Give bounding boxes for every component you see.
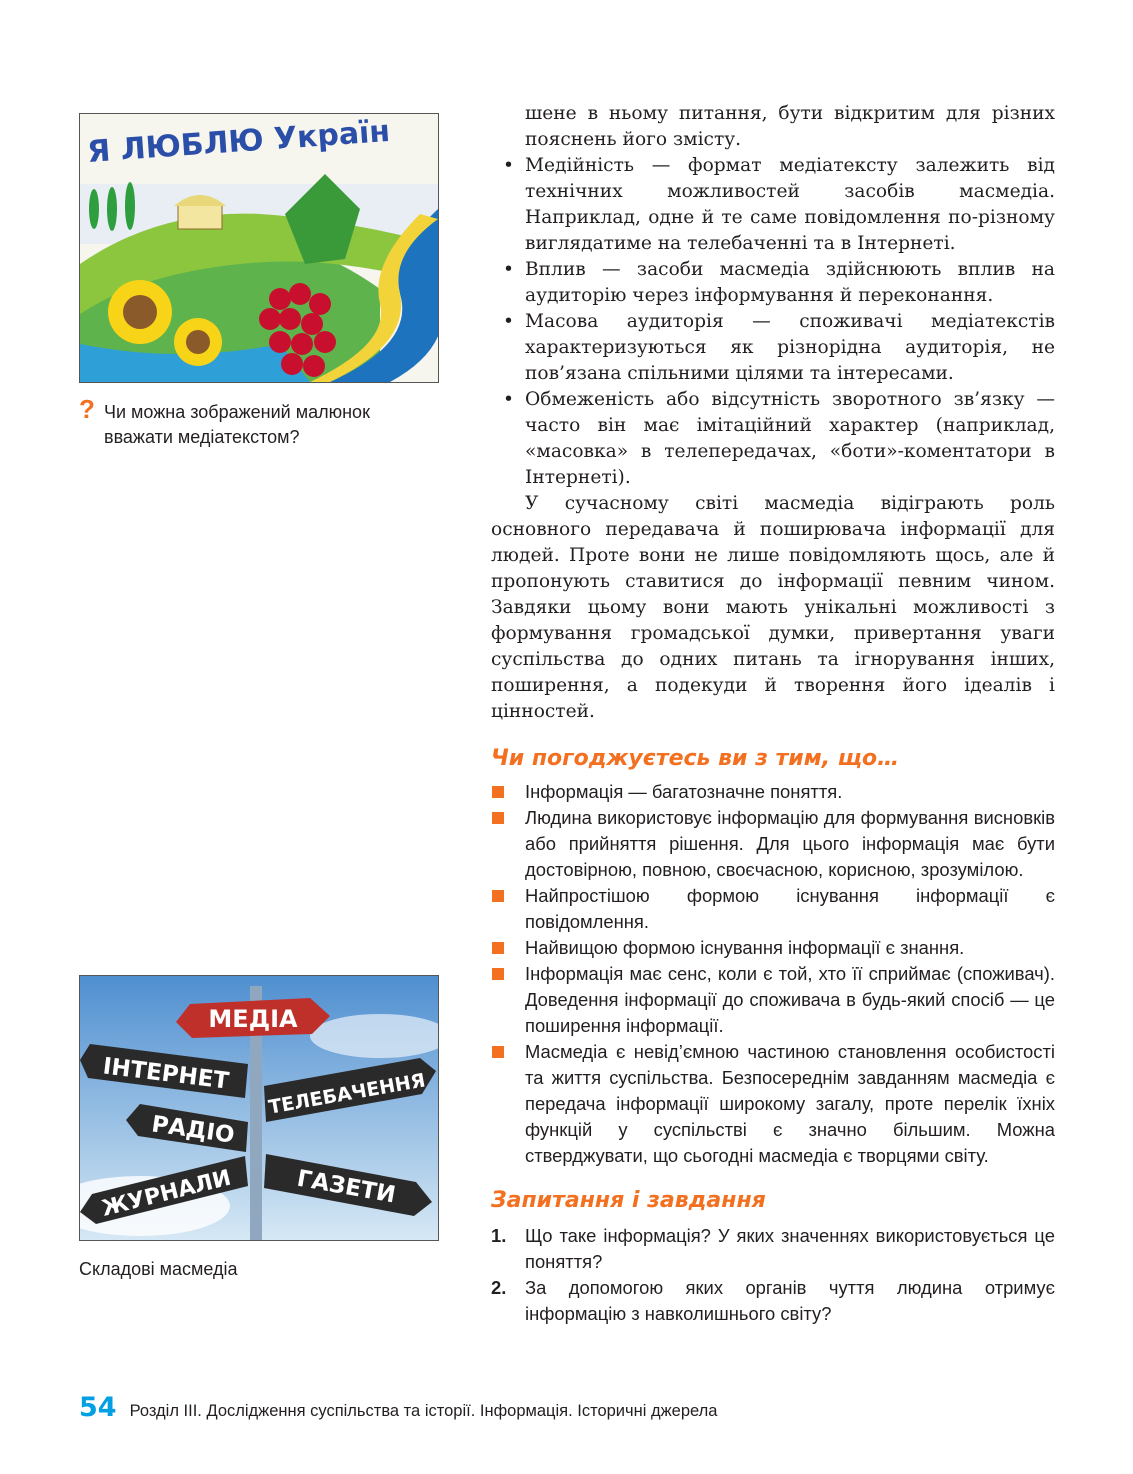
body-paragraph: У сучасному світі масмедіа відіграють роль основного передавача й поширювача інформації для людей. Проте вони не лише повідомляють щось, але й пропонують ставитися до інформації певним чином. Завдяки цьому вони мають унікальні можливості з формування громадської думки, привертання уваги суспільства до одних питань та ігнорування інших, поширення, а подекуди й творення його ідеалів і цінностей. xyxy=(491,493,1055,722)
continued-paragraph: шене в ньому питання, бути відкритим для різних пояснень його змісту. xyxy=(525,103,1055,150)
page-number: 54 xyxy=(79,1392,117,1423)
signpost-figure xyxy=(79,975,439,1241)
bullet-dot-icon: • xyxy=(503,259,514,280)
figure1-caption-text: Чи можна зображений малюнок вважати медіатекстом? xyxy=(104,402,370,447)
drawing-figure xyxy=(79,113,439,383)
bullet-item: • Вплив — засоби масмедіа здійснюють вплив на аудиторію через інформування й переконання. xyxy=(503,259,1055,306)
questions-list xyxy=(491,1223,1055,1327)
agree-heading: Чи погоджуєтесь ви з тим, що… xyxy=(491,746,900,771)
figure1-caption xyxy=(79,394,421,450)
square-bullet-icon xyxy=(492,786,504,798)
agree-list xyxy=(491,779,1055,1169)
question-number: 1. xyxy=(491,1225,507,1246)
figure2-caption: Складові масмедіа xyxy=(79,1259,238,1279)
sign-radio: РАДІО xyxy=(149,1111,237,1149)
square-bullet-icon xyxy=(492,812,504,824)
sign-newspapers: ГАЗЕТИ xyxy=(294,1165,398,1209)
question-item: 1. Що таке інформація? У яких значеннях використовується це поняття? xyxy=(491,1225,1055,1272)
main-text-column xyxy=(491,101,1055,1327)
sign-internet: ІНТЕРНЕТ xyxy=(101,1053,231,1095)
feature-bullets xyxy=(491,153,1055,491)
media-signpost-image xyxy=(80,976,438,1240)
question-item: 2. За допомогою яких органів чуття людина отримує інформацію з навколишнього світу? xyxy=(491,1277,1055,1324)
page-footer xyxy=(79,1392,717,1426)
sign-television: ТЕЛЕБАЧЕННЯ xyxy=(266,1069,427,1119)
question-mark-icon: ? xyxy=(79,394,95,424)
sign-magazines: ЖУРНАЛИ xyxy=(99,1165,234,1222)
agree-item: Найпростішою формою існування інформації є повідомлення. xyxy=(491,883,1055,935)
childrens-drawing-image xyxy=(80,114,438,382)
square-bullet-icon xyxy=(492,1046,504,1058)
agree-item: Інформація — багатозначне поняття. xyxy=(491,779,1055,805)
bullet-dot-icon: • xyxy=(503,155,514,176)
agree-item: Масмедіа є невід’ємною частиною становлення особистості та життя суспільства. Безпосереднім завданням масмедіа є передача інформації широкому загалу, проте перелік їхніх функцій у суспільстві є значно більшим. Можна стверджувати, що сьогодні масмедіа є творцями світу. xyxy=(491,1039,1055,1169)
agree-item: Найвищою формою існування інформації є знання. xyxy=(491,935,1055,961)
section-title: Розділ ІІІ. Дослідження суспільства та історії. Інформація. Історичні джерела xyxy=(129,1402,718,1420)
bullet-dot-icon: • xyxy=(503,389,514,410)
agree-item: Людина використовує інформацію для формування висновків або прийняття рішення. Для цього інформація має бути достовірною, повною, своєчасною, корисною, зрозумілою. xyxy=(491,805,1055,883)
bullet-item: • Масова аудиторія — споживачі медіатекстів характеризуються як різнорідна аудиторія, не пов’язана спільними цілями та інтересами. xyxy=(503,311,1055,384)
bullet-item: • Обмеженість або відсутність зворотного зв’язку — часто він має імітаційний характер (наприклад, «масовка» в телепередачах, «боти»-коментатори в Інтернеті). xyxy=(503,389,1055,488)
drawing-caption-text: Я ЛЮБЛЮ Україн xyxy=(86,114,392,170)
questions-heading: Запитання і завдання xyxy=(491,1188,766,1213)
question-number: 2. xyxy=(491,1277,507,1298)
agree-item: Інформація має сенс, коли є той, хто її сприймає (споживач). Доведення інформації до споживача в будь-який спосіб — це поширення інформації. xyxy=(491,961,1055,1039)
bullet-item: • Медійність — формат медіатексту залежить від технічних можливостей засобів масмедіа. Наприклад, одне й те саме повідомлення по-різному виглядатиме на телебаченні та в Інтернеті. xyxy=(503,155,1055,254)
sign-media: МЕДІА xyxy=(208,1005,298,1033)
square-bullet-icon xyxy=(492,942,504,954)
bullet-dot-icon: • xyxy=(503,311,514,332)
square-bullet-icon xyxy=(492,890,504,902)
square-bullet-icon xyxy=(492,968,504,980)
